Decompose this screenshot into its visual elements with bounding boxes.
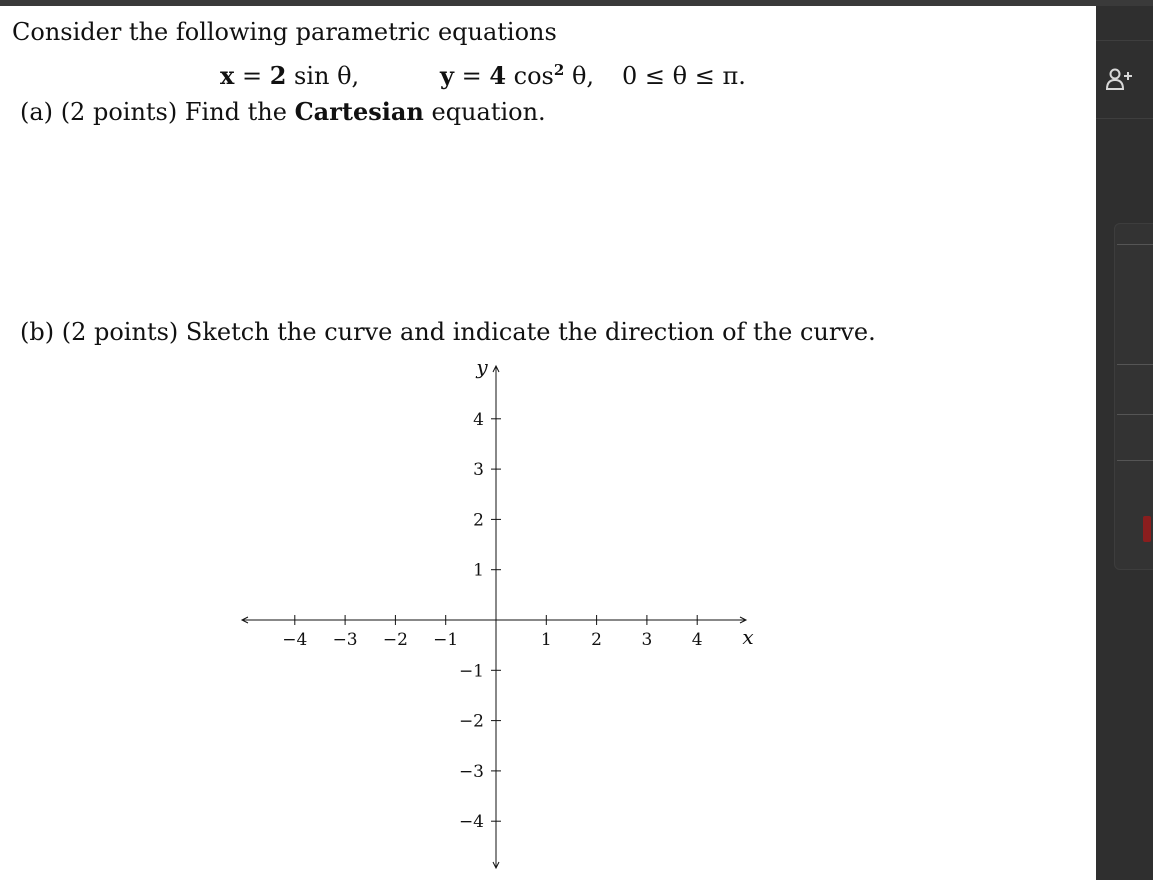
x-tick-label: −2 [382,630,408,650]
y-tick-label: −4 [458,812,484,833]
x-tick-label: −4 [282,630,308,650]
x-tick-label: 4 [691,630,703,650]
x-tick-label: 3 [641,630,653,650]
panel-divider [1096,40,1153,41]
thumbnail-line [1117,414,1153,415]
y-tick-label: 3 [473,460,484,481]
document-page [0,6,1096,880]
part-a-bold: Cartesian [294,97,424,126]
eq-y-equals: = [453,62,490,90]
eq-x-equals: = [234,62,270,90]
eq-x-coef: 2 [269,61,287,90]
problem-intro: Consider the following parametric equations [12,18,557,46]
part-a-suffix: equation. [423,98,546,126]
eq-x-rest: sin θ, [286,62,360,90]
eq-y-exp: 2 [553,61,565,79]
x-tick-label: 1 [540,630,552,650]
eq-x-var: x [220,61,235,90]
part-b-label: (b) [20,318,55,346]
eq-y-rest: θ, [564,62,595,90]
part-a [20,98,546,126]
part-b-points: (2 points) [61,318,179,346]
y-tick-label: 2 [473,510,484,531]
x-tick-label: −1 [433,630,459,650]
equation-y [440,62,594,90]
y-tick-label: 1 [473,560,484,581]
y-tick-label: 4 [473,409,484,430]
eq-y-func: cos [506,62,554,90]
y-axis-label: y [476,355,488,379]
part-b-text: Sketch the curve and indicate the direction of the curve. [185,318,876,346]
equation-x [220,62,359,90]
part-a-prefix: Find the [184,98,295,126]
x-axis-label: x [742,625,754,649]
equation-range: 0 ≤ θ ≤ π. [622,62,746,90]
panel-divider [1096,118,1153,119]
coordinate-grid [230,350,770,880]
thumbnail-line [1117,244,1153,245]
part-b [20,318,876,346]
part-a-label: (a) [20,98,54,126]
part-a-points: (2 points) [60,98,178,126]
x-tick-label: −3 [332,630,358,650]
right-side-panel [1096,6,1153,880]
thumbnail-marker [1143,516,1151,542]
eq-y-var: y [440,61,454,90]
y-tick-label: −3 [458,761,484,782]
thumbnail-line [1117,364,1153,365]
add-user-icon[interactable] [1104,64,1134,94]
x-tick-label: 2 [591,630,603,650]
page-thumbnail[interactable] [1114,223,1153,570]
eq-y-coef: 4 [489,61,507,90]
y-tick-label: −2 [458,711,484,732]
thumbnail-line [1117,460,1153,461]
y-tick-label: −1 [458,661,484,682]
